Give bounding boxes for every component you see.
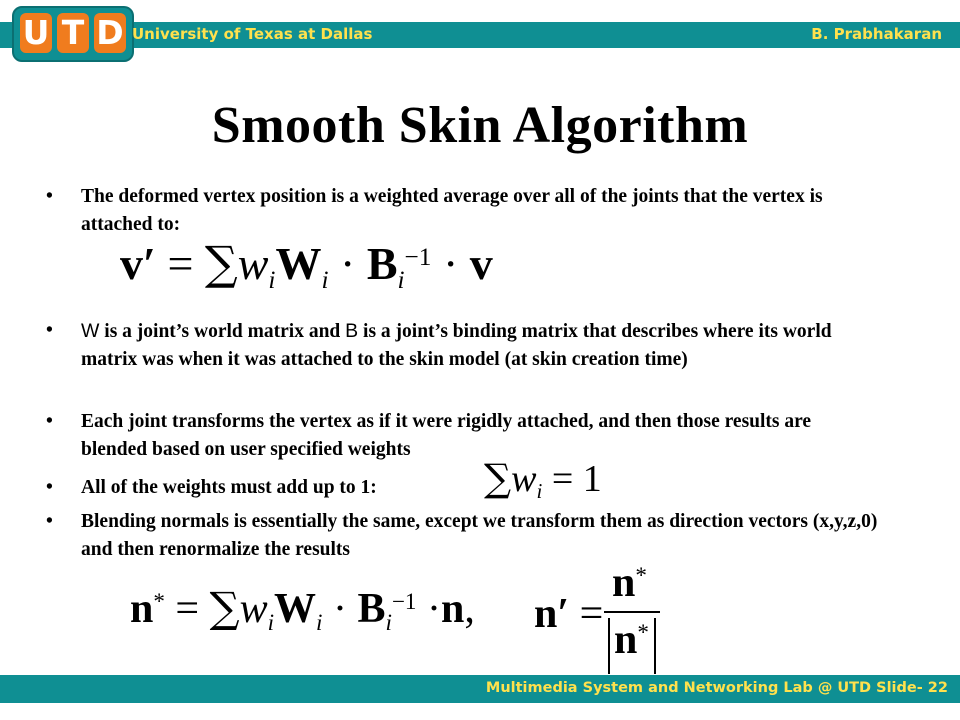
slide-title: Smooth Skin Algorithm	[211, 97, 749, 154]
equation-normal-blend: n* = ∑wiWi · $Bi^{-1} \cdot n$,	[130, 583, 475, 636]
fraction-denominator: n*	[614, 617, 649, 663]
abs-bar-right	[654, 618, 656, 674]
bullet-3-text: Each joint transforms the vertex as if it were rigidly attached, and then those results are blended based on user specified weights	[81, 411, 812, 460]
bullet-dot: •	[46, 511, 53, 532]
bullet-4-text: All of the weights must add up to 1:	[81, 477, 377, 498]
bullet-2-text-a: is a joint’s world matrix and	[99, 321, 346, 342]
footer-text: Multimedia System and Networking Lab @ UTD Slide- 22	[485, 680, 948, 696]
bullet-dot: •	[46, 411, 53, 432]
author-name: B. Prabhakaran	[811, 25, 942, 43]
bullet-5-text: Blending normals is essentially the same, except we transform them as direction vectors (x,y,z,0) and then renormalize the results	[81, 511, 878, 560]
logo-letter-d: D	[94, 13, 126, 53]
fraction-numerator: n*	[612, 560, 647, 606]
utd-logo	[12, 6, 134, 62]
b-symbol: B	[345, 320, 359, 342]
bullet-2-text-b: is a joint’s binding matrix that describes where its world matrix was when it was attached to the skin model (at skin creation time)	[81, 321, 832, 370]
university-name: University of Texas at Dallas	[132, 25, 373, 43]
logo-letter-t: T	[57, 13, 89, 53]
bullet-dot: •	[46, 477, 53, 498]
w-symbol: W	[81, 320, 100, 342]
bullet-dot: •	[46, 320, 53, 341]
logo-letter-u: U	[20, 13, 52, 53]
equation-weights-sum: ∑wi = 1	[484, 456, 602, 504]
equation-normal-renormalize: n′ =	[534, 591, 604, 637]
fraction-bar	[604, 611, 660, 613]
bullet-1-text: The deformed vertex position is a weighted average over all of the joints that the vertex is attached to:	[81, 186, 823, 235]
bullet-2-text	[81, 317, 881, 374]
bullet-dot: •	[46, 186, 53, 207]
equation-vertex-blend: v′ = ∑wiWi · $Bi^{-1} \cdot v$	[120, 236, 493, 294]
abs-bar-left	[608, 618, 610, 674]
